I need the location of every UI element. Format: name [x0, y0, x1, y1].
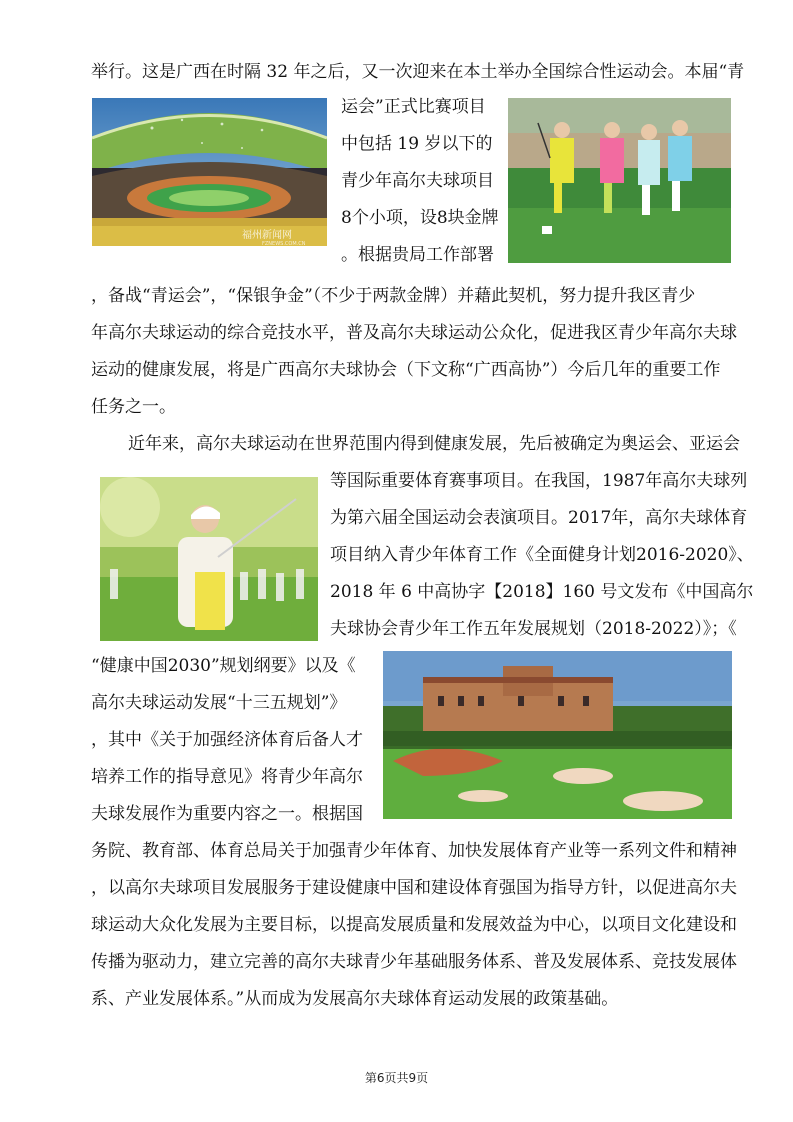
text-line: 传播为驱动力，建立完善的高尔夫球青少年基础服务体系、普及发展体系、竞技发展体 [91, 952, 737, 972]
text-line: 中包括 19 岁以下的 [341, 134, 493, 154]
clubhouse-photo [383, 651, 732, 819]
text-line: 系、产业发展体系。”从而成为发展高尔夫球体育运动发展的政策基础。 [91, 989, 619, 1009]
text-line: 近年来，高尔夫球运动在世界范围内得到健康发展，先后被确定为奥运会、亚运会 [128, 434, 740, 454]
text-line: 任务之一。 [91, 397, 176, 417]
text-line: 夫球协会青少年工作五年发展规划（2018-2022）》；《 [330, 619, 737, 639]
text-line: 运动的健康发展，将是广西高尔夫球协会（下文称“广西高协”）今后几年的重要工作 [91, 360, 721, 380]
text-line: 等国际重要体育赛事项目。在我国，1987年高尔夫球列 [330, 471, 748, 491]
text-line: 项目纳入青少年体育工作《全面健身计划2016-2020》、 [330, 545, 754, 565]
text-line: 高尔夫球运动发展“十三五规划”》 [91, 693, 347, 713]
text-line: 8个小项，设8块金牌 [341, 208, 499, 228]
stadium-photo [92, 98, 327, 246]
text-line: 运会”正式比赛项目 [341, 97, 486, 117]
text-line: 。根据贵局工作部署 [341, 245, 494, 265]
watermark-url: FZNEWS.COM.CN [262, 241, 306, 246]
text-line: 为第六届全国运动会表演项目。2017年，高尔夫球体育 [330, 508, 748, 528]
text-line: 球运动大众化发展为主要目标，以提高发展质量和发展效益为中心，以项目文化建设和 [91, 915, 737, 935]
text-line: 举行。这是广西在时隔 32 年之后，又一次迎来在本土举办全国综合性运动会。本届“青 [91, 62, 745, 82]
text-line: ，备战“青运会”，“保银争金”（不少于两款金牌）并藉此契机，努力提升我区青少 [91, 286, 696, 306]
text-line: “健康中国2030”规划纲要》以及《 [91, 656, 356, 676]
text-line: 夫球发展作为重要内容之一。根据国 [91, 804, 363, 824]
child-golfer-photo [100, 477, 318, 641]
page-footer: 第6页共9页 [364, 1071, 429, 1085]
text-line: 务院、教育部、体育总局关于加强青少年体育、加快发展体育产业等一系列文件和精神 [91, 841, 737, 861]
watermark-text: 福州新闻网 [242, 230, 292, 241]
text-line: 年高尔夫球运动的综合竞技水平，普及高尔夫球运动公众化，促进我区青少年高尔夫球 [91, 323, 737, 343]
text-line: 2018 年 6 中高协字【2018】160 号文发布《中国高尔 [330, 582, 754, 602]
text-line: ，以高尔夫球项目发展服务于建设健康中国和建设体育强国为指导方针，以促进高尔夫 [91, 878, 737, 898]
text-line: ，其中《关于加强经济体育后备人才 [91, 730, 363, 750]
jumping-golfers-photo [508, 98, 731, 263]
text-line: 青少年高尔夫球项目 [341, 171, 494, 191]
text-line: 培养工作的指导意见》将青少年高尔 [91, 767, 363, 787]
